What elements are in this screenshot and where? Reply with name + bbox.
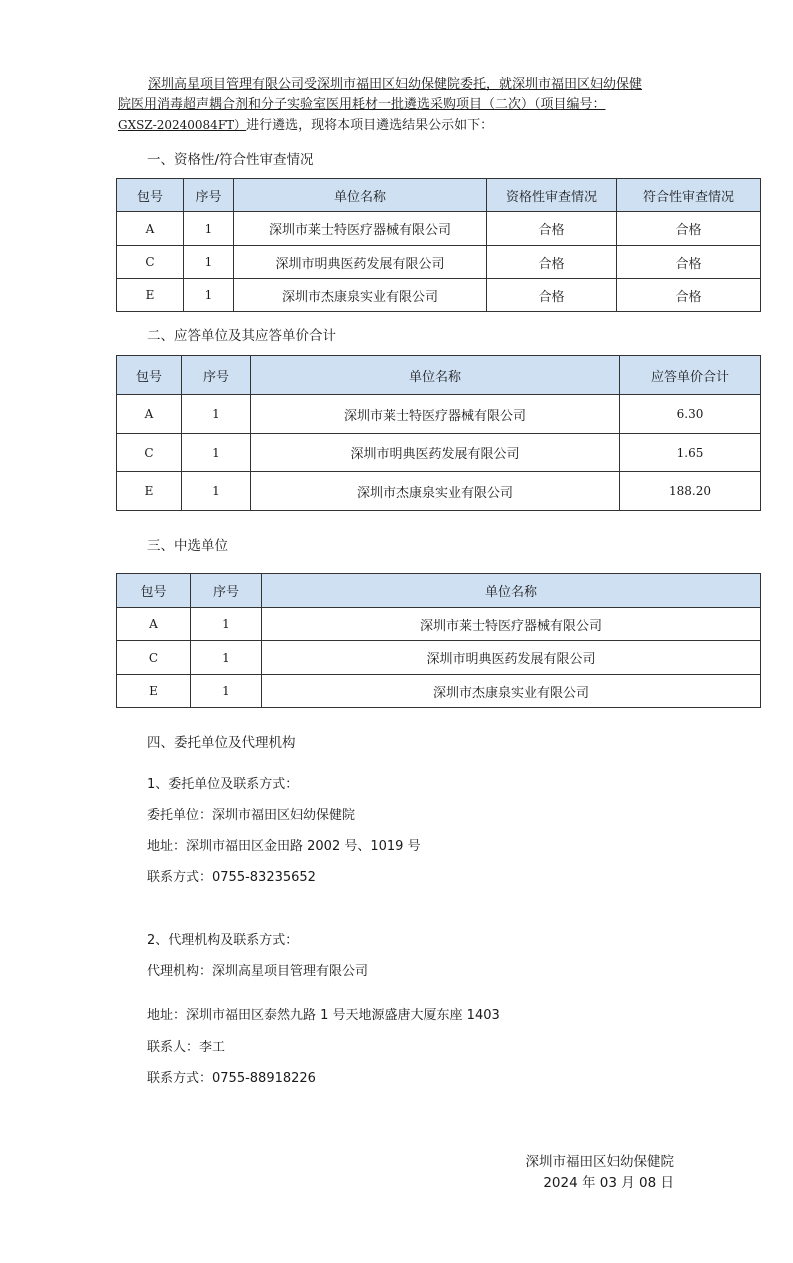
col-header: 序号 xyxy=(184,179,234,212)
intro-paragraph xyxy=(118,75,678,136)
section-4-heading: 四、委托单位及代理机构 xyxy=(147,735,296,751)
col-header: 单位名称 xyxy=(251,356,620,395)
price-cell: 1.65 xyxy=(620,434,761,472)
compliance-cell: 合格 xyxy=(617,279,761,312)
qualification-cell: 合格 xyxy=(487,212,617,246)
table-header-row xyxy=(117,574,761,608)
col-header: 符合性审查情况 xyxy=(617,179,761,212)
agent-contact: 联系方式：0755-88918226 xyxy=(147,1071,316,1086)
index-cell: 1 xyxy=(182,434,251,472)
qualification-cell: 合格 xyxy=(487,279,617,312)
col-header: 单位名称 xyxy=(234,179,487,212)
index-cell: 1 xyxy=(184,279,234,312)
index-cell: 1 xyxy=(182,472,251,511)
client-heading: 1、委托单位及联系方式： xyxy=(147,777,299,792)
table-row xyxy=(117,641,761,675)
compliance-cell: 合格 xyxy=(617,212,761,246)
table-row xyxy=(117,246,761,279)
winning-table xyxy=(116,573,761,708)
section-2-heading: 二、应答单位及其应答单价合计 xyxy=(147,328,336,344)
company-cell: 深圳市杰康泉实业有限公司 xyxy=(251,472,620,511)
intro-line-2: 院医用消毒超声耦合剂和分子实验室医用耗材一批遴选采购项目（二次）（项目编号： xyxy=(118,97,606,112)
project-code: GXSZ-20240084FT） xyxy=(118,118,247,132)
package-cell: A xyxy=(117,608,191,641)
col-header: 序号 xyxy=(182,356,251,395)
company-cell: 深圳市明典医药发展有限公司 xyxy=(262,641,761,675)
agent-heading: 2、代理机构及联系方式： xyxy=(147,933,299,948)
intro-line-1: 深圳高星项目管理有限公司受深圳市福田区妇幼保健院委托，就深圳市福田区妇幼保健 xyxy=(148,77,643,92)
package-cell: C xyxy=(117,641,191,675)
table-row xyxy=(117,434,761,472)
col-header: 包号 xyxy=(117,574,191,608)
agent-address: 地址：深圳市福田区泰然九路 1 号天地源盛唐大厦东座 1403 xyxy=(147,1008,500,1023)
company-cell: 深圳市莱士特医疗器械有限公司 xyxy=(251,395,620,434)
signature-org: 深圳市福田区妇幼保健院 xyxy=(525,1154,674,1170)
table-row xyxy=(117,212,761,246)
bid-price-table xyxy=(116,355,761,511)
table-row xyxy=(117,395,761,434)
company-cell: 深圳市莱士特医疗器械有限公司 xyxy=(262,608,761,641)
client-name: 委托单位：深圳市福田区妇幼保健院 xyxy=(147,808,356,823)
index-cell: 1 xyxy=(184,246,234,279)
review-table xyxy=(116,178,761,312)
qualification-cell: 合格 xyxy=(487,246,617,279)
package-cell: E xyxy=(117,472,182,511)
col-header: 资格性审查情况 xyxy=(487,179,617,212)
compliance-cell: 合格 xyxy=(617,246,761,279)
company-cell: 深圳市杰康泉实业有限公司 xyxy=(234,279,487,312)
table-header-row xyxy=(117,179,761,212)
agent-person: 联系人：李工 xyxy=(147,1040,226,1055)
col-header: 包号 xyxy=(117,179,184,212)
package-cell: A xyxy=(117,395,182,434)
col-header: 单位名称 xyxy=(262,574,761,608)
package-cell: C xyxy=(117,246,184,279)
package-cell: E xyxy=(117,279,184,312)
table-row xyxy=(117,675,761,708)
client-address: 地址：深圳市福田区金田路 2002 号、1019 号 xyxy=(147,839,421,854)
index-cell: 1 xyxy=(191,675,262,708)
index-cell: 1 xyxy=(182,395,251,434)
package-cell: C xyxy=(117,434,182,472)
package-cell: E xyxy=(117,675,191,708)
client-contact: 联系方式：0755-83235652 xyxy=(147,870,316,885)
table-row xyxy=(117,279,761,312)
table-row xyxy=(117,608,761,641)
section-3-heading: 三、中选单位 xyxy=(147,538,228,554)
signature-date: 2024 年 03 月 08 日 xyxy=(543,1175,674,1191)
index-cell: 1 xyxy=(191,608,262,641)
index-cell: 1 xyxy=(184,212,234,246)
table-row xyxy=(117,472,761,511)
col-header: 包号 xyxy=(117,356,182,395)
agent-name: 代理机构：深圳高星项目管理有限公司 xyxy=(147,964,369,979)
section-1-heading: 一、资格性/符合性审查情况 xyxy=(147,152,314,168)
price-cell: 188.20 xyxy=(620,472,761,511)
company-cell: 深圳市明典医药发展有限公司 xyxy=(234,246,487,279)
table-header-row xyxy=(117,356,761,395)
company-cell: 深圳市杰康泉实业有限公司 xyxy=(262,675,761,708)
package-cell: A xyxy=(117,212,184,246)
col-header: 序号 xyxy=(191,574,262,608)
col-header: 应答单价合计 xyxy=(620,356,761,395)
index-cell: 1 xyxy=(191,641,262,675)
price-cell: 6.30 xyxy=(620,395,761,434)
intro-line-3: 进行遴选，现将本项目遴选结果公示如下： xyxy=(246,118,494,133)
company-cell: 深圳市明典医药发展有限公司 xyxy=(251,434,620,472)
company-cell: 深圳市莱士特医疗器械有限公司 xyxy=(234,212,487,246)
